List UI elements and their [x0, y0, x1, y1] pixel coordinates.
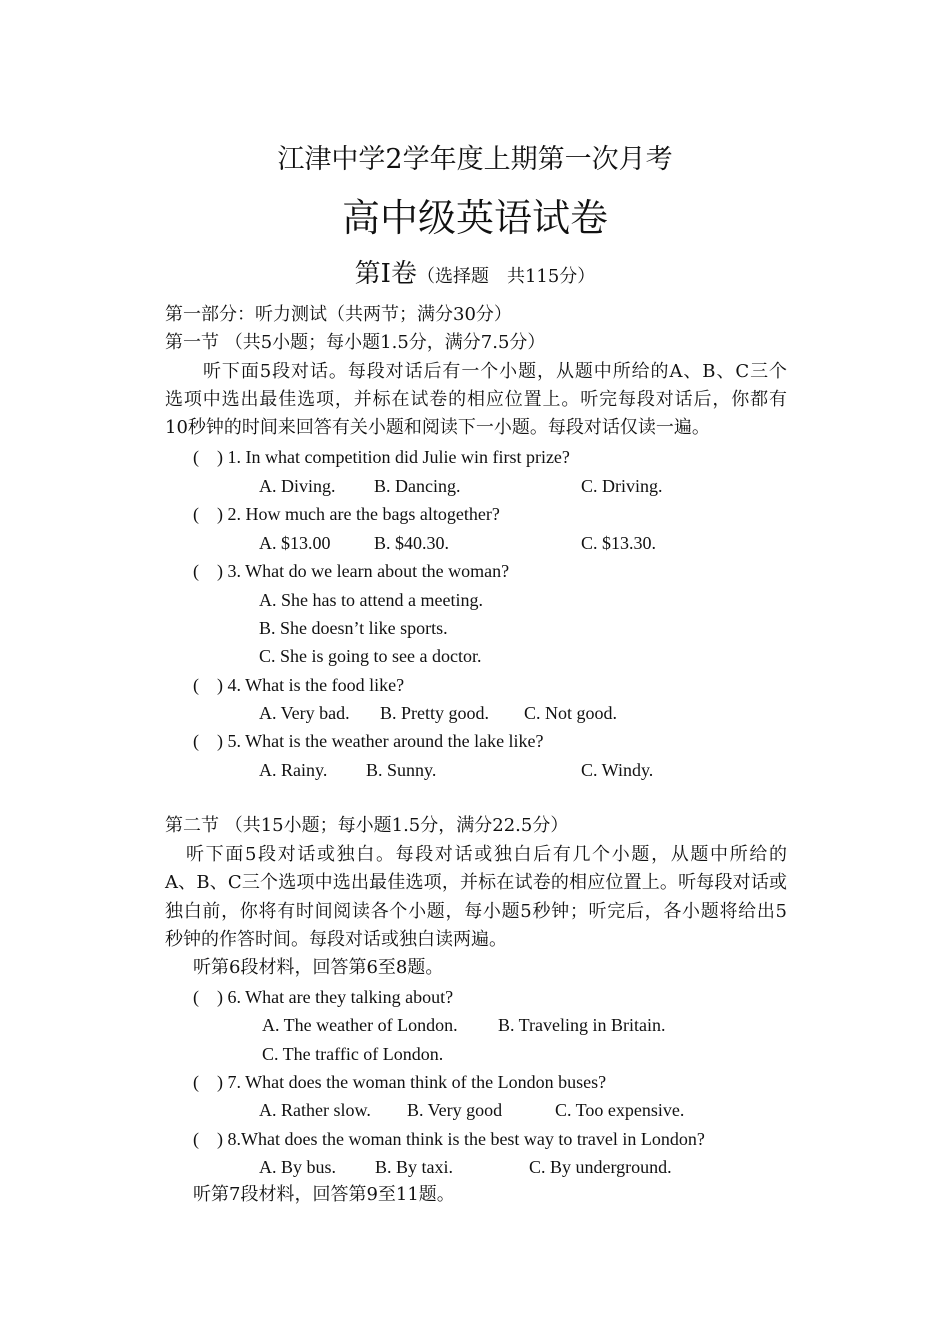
question-2-option-c: C. $13.30.: [581, 533, 657, 553]
material-7-note: 听第7段材料，回答第9至11题。: [193, 1184, 455, 1205]
question-6-option-a: A. The weather of London.: [262, 1015, 458, 1035]
section2-instruction-line-1: 听下面5段对话或独白。每段对话或独白后有几个小题，从题中所给的: [186, 844, 787, 865]
question-8-option-a: A. By bus.: [259, 1157, 337, 1177]
volume-label: 第Ⅰ卷: [354, 259, 417, 289]
question-1-option-c: C. Driving.: [581, 476, 663, 496]
question-4-option-b: B. Pretty good.: [380, 703, 490, 723]
question-5-stem: ( ) 5. What is the weather around the lake like?: [193, 731, 544, 751]
question-3-option-a: A. She has to attend a meeting.: [259, 590, 483, 610]
volume-heading: [0, 254, 950, 297]
question-6-option-c: C. The traffic of London.: [262, 1044, 444, 1064]
question-7-option-c: C. Too expensive.: [555, 1100, 685, 1120]
question-4-option-c: C. Not good.: [524, 703, 618, 723]
question-3-option-b: B. She doesn’t like sports.: [259, 618, 448, 638]
question-8-option-c: C. By underground.: [529, 1157, 672, 1177]
section2-heading: 第二节 （共15小题；每小题1.5分，满分22.5分）: [165, 815, 569, 836]
question-2-option-b: B. $40.30.: [374, 533, 450, 553]
question-3-option-c: C. She is going to see a doctor.: [259, 646, 482, 666]
section2-instruction-line-2: A、B、C三个选项中选出最佳选项，并标在试卷的相应位置上。听每段对话或: [165, 872, 787, 893]
question-8-stem: ( ) 8.What does the woman think is the best way to travel in London?: [193, 1129, 705, 1149]
question-6-stem: ( ) 6. What are they talking about?: [193, 987, 454, 1007]
section1-instruction-line-3: 10秒钟的时间来回答有关小题和阅读下一小题。每段对话仅读一遍。: [165, 417, 710, 438]
part1-heading: 第一部分：听力测试（共两节；满分30分）: [165, 304, 512, 325]
volume-note: （选择题 共115分）: [416, 266, 596, 287]
question-4-stem: ( ) 4. What is the food like?: [193, 675, 405, 695]
question-1-option-a: A. Diving.: [259, 476, 336, 496]
question-1-stem: ( ) 1. In what competition did Julie win first prize?: [193, 447, 570, 467]
question-7-option-b: B. Very good: [407, 1100, 503, 1120]
question-7-option-a: A. Rather slow.: [259, 1100, 371, 1120]
section1-heading: 第一节 （共5小题；每小题1.5分，满分7.5分）: [165, 332, 546, 353]
section2-instruction-line-3: 独白前，你将有时间阅读各个小题，每小题5秒钟；听完后，各小题将给出5: [165, 901, 787, 922]
section2-instruction-line-4: 秒钟的作答时间。每段对话或独白读两遍。: [165, 929, 507, 950]
question-8-option-b: B. By taxi.: [375, 1157, 454, 1177]
school-title: 江津中学2学年度上期第一次月考: [277, 144, 673, 175]
question-7-stem: ( ) 7. What does the woman think of the London buses?: [193, 1072, 607, 1092]
section1-instruction-line-1: 听下面5段对话。每段对话后有一个小题，从题中所给的A、B、C三个: [203, 361, 787, 382]
material-6-note: 听第6段材料，回答第6至8题。: [193, 957, 444, 978]
question-4-option-a: A. Very bad.: [259, 703, 350, 723]
question-1-option-b: B. Dancing.: [374, 476, 461, 496]
question-2-option-a: A. $13.00: [259, 533, 331, 553]
question-6-option-b: B. Traveling in Britain.: [498, 1015, 666, 1035]
question-5-option-a: A. Rainy.: [259, 760, 328, 780]
question-5-option-b: B. Sunny.: [366, 760, 437, 780]
section1-instruction-line-2: 选项中选出最佳选项，并标在试卷的相应位置上。听完每段对话后，你都有: [165, 389, 787, 410]
question-2-stem: ( ) 2. How much are the bags altogether?: [193, 504, 500, 524]
question-3-stem: ( ) 3. What do we learn about the woman?: [193, 561, 510, 581]
question-5-option-c: C. Windy.: [581, 760, 654, 780]
exam-title: 高中级英语试卷: [341, 196, 608, 240]
